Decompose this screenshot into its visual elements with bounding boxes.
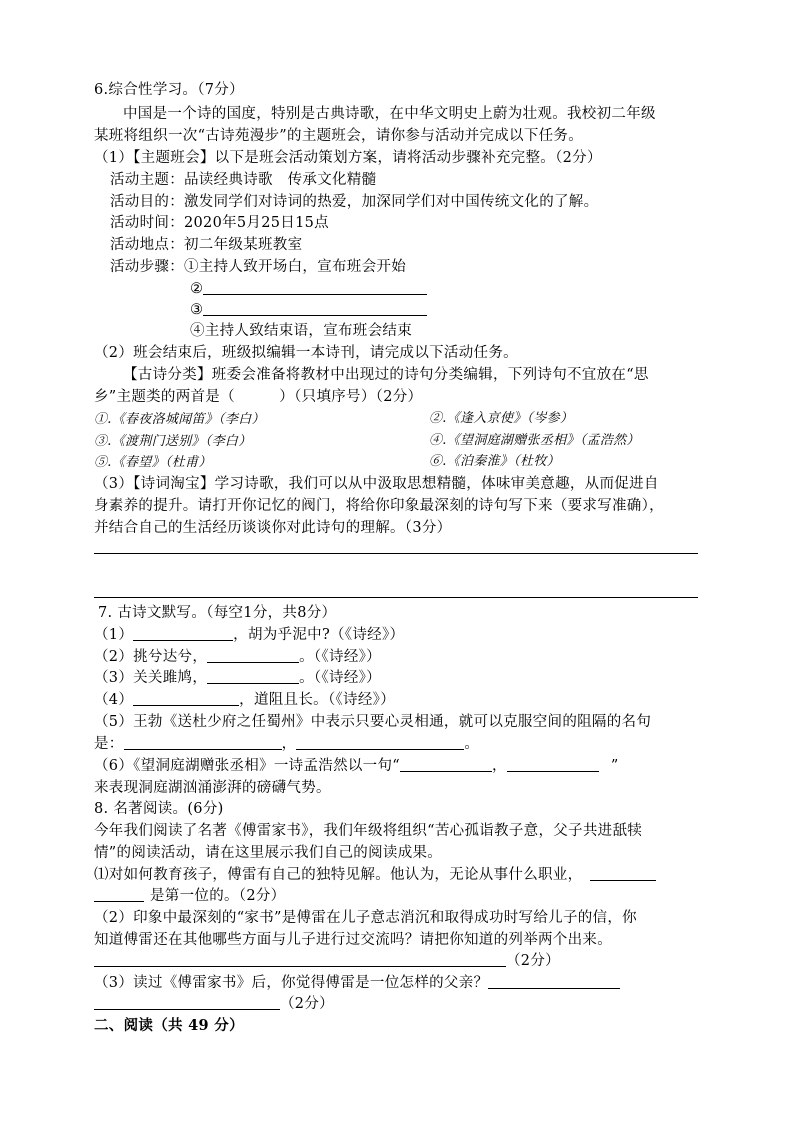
poem-option-3: ③.《渡荆门送别》（李白） — [94, 434, 252, 449]
activity-steps — [110, 257, 406, 277]
activity-place: 活动地点：初二年级某班教室 — [110, 237, 303, 253]
q7-5-blank-b[interactable] — [296, 734, 464, 750]
steps-label: 活动步骤： — [110, 259, 184, 275]
q7-line1 — [94, 625, 404, 645]
q6-intro-line2: 某班将组织一次“古诗苑漫步”的主题班会，请你参与活动并完成以下任务。 — [94, 128, 584, 144]
activity-theme: 活动主题：品读经典诗歌 传承文化精髓 — [110, 172, 377, 188]
q7-line2 — [94, 647, 381, 667]
q8-3-blank-b[interactable] — [94, 994, 280, 1010]
q7-2-source: 。（《诗经》） — [299, 649, 381, 665]
q8-1-score: 是第一位的。（2分） — [150, 888, 286, 904]
q7-5-blank-a[interactable] — [124, 734, 282, 750]
q7-6-quote: ” — [610, 758, 619, 774]
q7-4-blank[interactable] — [133, 690, 239, 706]
poem-row-2 — [94, 431, 698, 452]
poem-option-1: ①.《春夜洛城闻笛》（李白） — [94, 412, 265, 427]
q7-4-label: （4） — [94, 692, 134, 708]
answer-line-2[interactable] — [94, 597, 698, 598]
step-3-number: ③ — [190, 302, 204, 318]
q7-1-blank[interactable] — [133, 625, 233, 641]
step-2-row — [190, 279, 427, 299]
section-2-heading: 二、阅读（共 49 分） — [94, 1017, 244, 1034]
poem-option-6: ⑥.《泊秦淮》（杜牧） — [429, 454, 560, 469]
q7-1-text: ，胡为乎泥中?（《诗经》） — [233, 627, 405, 643]
step-3-blank[interactable] — [203, 300, 427, 316]
q8-part3-line2 — [94, 994, 334, 1014]
step-2-number: ② — [190, 281, 204, 297]
q6-part3-line3: 并结合自己的生活经历谈谈你对此诗句的理解。（3分） — [94, 520, 452, 536]
q7-line5-answer — [94, 734, 479, 754]
q7-2-blank[interactable] — [207, 647, 299, 663]
q7-3-text: （3）关关雎鸠， — [94, 670, 208, 686]
poem-option-4: ④.《望洞庭湖赠张丞相》（孟浩然） — [429, 433, 640, 448]
q7-5-period: 。 — [464, 736, 480, 752]
q6-part2-prompt: （2）班会结束后，班级拟编辑一本诗刊，请完成以下活动任务。 — [94, 345, 518, 361]
q6-part3-line2: 身素养的提升。请打开你记忆的阀门，将给你印象最深刻的诗句写下来（要求写准确）， — [94, 498, 664, 514]
q8-part1-line2 — [94, 886, 285, 906]
q8-part2-answer — [94, 951, 560, 971]
q8-part3-line1 — [94, 973, 620, 993]
q7-6-comma: ， — [492, 758, 507, 774]
q8-intro-line2: 情”的阅读活动，请在这里展示我们自己的阅读成果。 — [94, 845, 443, 861]
classify-line1: 【古诗分类】班委会准备将教材中出现过的诗句分类编辑，下列诗句不宜放在“思 — [123, 367, 649, 383]
q7-title: 7. 古诗文默写。（每空1分，共8分） — [98, 605, 337, 621]
q8-part2-line2: 知道傅雷还在其他哪些方面与儿子进行过交流吗？请把你知道的列举两个出来。 — [94, 932, 612, 948]
answer-line-1[interactable] — [94, 553, 698, 554]
q6-part3-line1: （3）【诗词淘宝】学习诗歌，我们可以从中汲取思想精髓，体味审美意趣，从而促进自 — [94, 476, 659, 492]
step-2-blank[interactable] — [203, 279, 427, 295]
q8-3-blank-a[interactable] — [488, 973, 620, 989]
step-1: ①主持人致开场白，宣布班会开始 — [184, 259, 406, 275]
q7-line5: （5）王勃《送杜少府之任蜀州》中表示只要心灵相通，就可以克服空间的阻隔的名句 — [94, 714, 652, 730]
q7-line6 — [94, 756, 619, 776]
q7-3-source: 。（《诗经》） — [299, 670, 381, 686]
classify-line2: 乡”主题类的两首是（ ）（只填序号）（2分） — [94, 389, 423, 405]
q7-4-text: ，道阻且长。（《诗经》） — [239, 692, 395, 708]
q7-6-text: （6）《望洞庭湖赠张丞相》一诗孟浩然以一句“ — [94, 758, 400, 774]
q8-part1-line1 — [94, 865, 656, 885]
q7-3-blank[interactable] — [207, 668, 299, 684]
activity-time: 活动时间：2020年5月25日15点 — [110, 215, 329, 231]
q8-title: 8. 名著阅读。(6分) — [94, 801, 224, 817]
q8-3-score: （2分） — [280, 996, 334, 1012]
q7-line4 — [94, 690, 395, 710]
poem-option-5: ⑤.《春望》（杜甫） — [94, 455, 212, 470]
poem-option-2: ②.《逢入京使》（岑参） — [429, 411, 574, 426]
q8-intro-line1: 今年我们阅读了名著《傅雷家书》，我们年级将组织“苦心孤诣教子意，父子共进舐犊 — [94, 823, 643, 839]
q8-2-score: （2分） — [506, 953, 560, 969]
activity-purpose: 活动目的：激发同学们对诗词的热爱，加深同学们对中国传统文化的了解。 — [110, 194, 599, 210]
poem-row-1 — [94, 409, 698, 430]
q8-1-text: ⑴对如何教育孩子，傅雷有自己的独特见解。他认为，无论从事什么职业， — [94, 867, 583, 883]
q7-5-label: 是： — [94, 736, 124, 752]
q7-5-comma: ， — [281, 736, 297, 752]
q7-line3 — [94, 668, 381, 688]
q6-intro-line1: 中国是一个诗的国度，特别是古典诗歌，在中华文明史上蔚为壮观。我校初二年级 — [123, 106, 656, 122]
q7-6-blank-a[interactable] — [400, 756, 492, 772]
q7-2-text: （2）挑兮达兮， — [94, 649, 208, 665]
poem-row-3 — [94, 452, 698, 473]
step-4: ④主持人致结束语，宣布班会结束 — [190, 323, 412, 339]
q8-part2-line1: （2）印象中最深刻的“家书”是傅雷在儿子意志消沉和取得成功时写给儿子的信，你 — [94, 910, 637, 926]
q7-6-blank-b[interactable] — [507, 756, 599, 772]
q8-3-text: （3）读过《傅雷家书》后，你觉得傅雷是一位怎样的父亲？ — [94, 975, 489, 991]
q7-line6-cont: 来表现洞庭湖汹涌澎湃的磅礴气势。 — [94, 780, 331, 796]
step-3-row — [190, 300, 427, 320]
q7-1-label: （1） — [94, 627, 134, 643]
q8-1-blank-b[interactable] — [94, 886, 144, 902]
q8-1-blank-a[interactable] — [590, 865, 656, 881]
q6-title: 6.综合性学习。（7分） — [94, 82, 244, 98]
q6-part1-prompt: （1）【主题班会】以下是班会活动策划方案，请将活动步骤补充完整。（2分） — [94, 150, 602, 166]
q8-2-blank[interactable] — [94, 951, 506, 967]
